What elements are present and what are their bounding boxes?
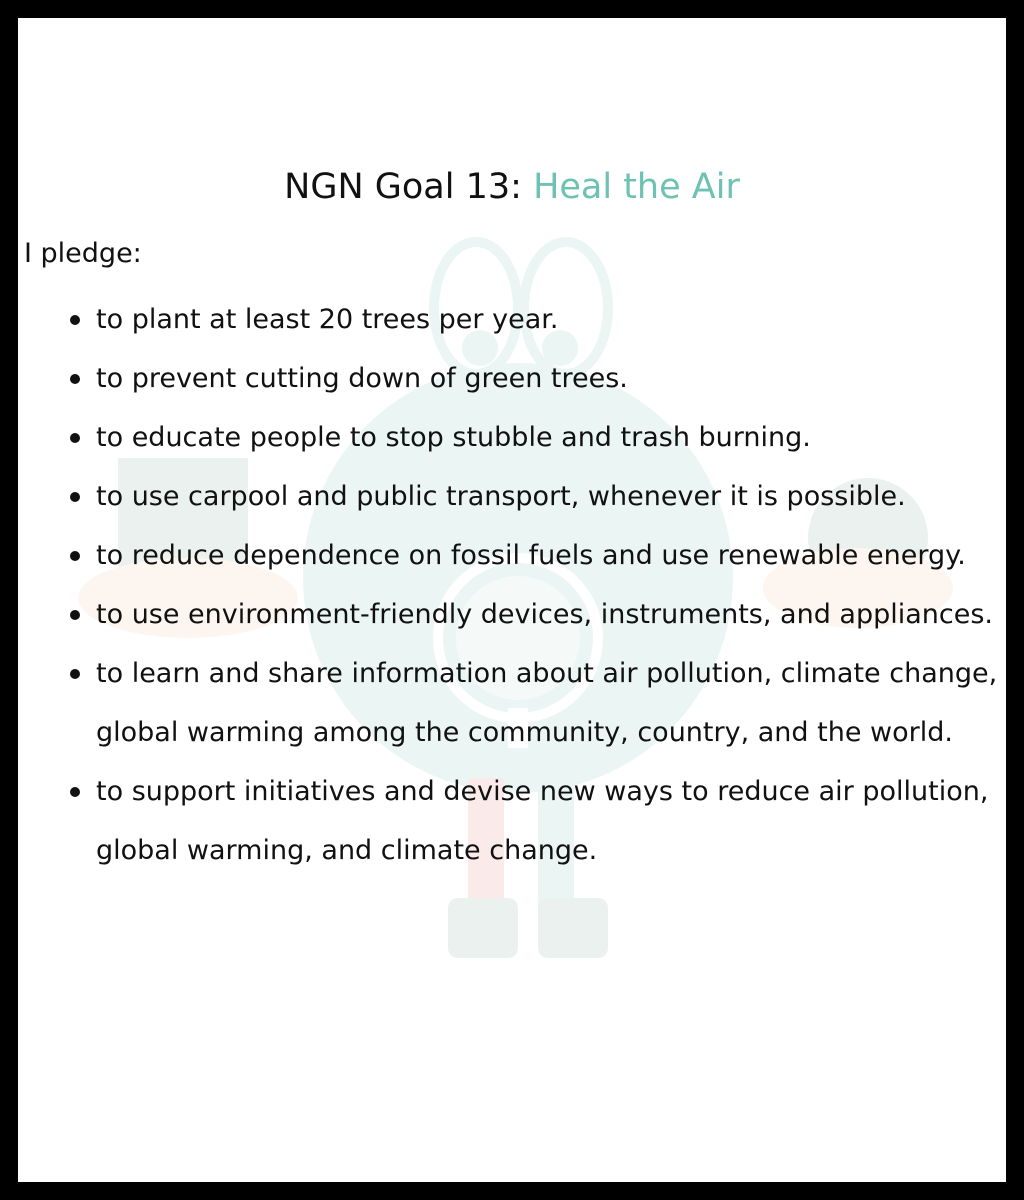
pledge-content (18, 18, 1006, 1182)
page-title (18, 164, 1006, 210)
pledge-item: to use environment-friendly devices, instruments, and appliances. (96, 585, 998, 644)
pledge-item: to prevent cutting down of green trees. (96, 349, 998, 408)
pledge-item: to use carpool and public transport, whenever it is possible. (96, 467, 998, 526)
pledge-item: to plant at least 20 trees per year. (96, 290, 998, 349)
pledge-item: to support initiatives and devise new ways to reduce air pollution, global warming, and climate change. (96, 762, 998, 880)
pledge-page (18, 18, 1006, 1182)
pledge-item: to learn and share information about air pollution, climate change, global warming among the community, country, and the world. (96, 644, 998, 762)
title-prefix: NGN Goal 13: (284, 167, 534, 207)
pledge-label: I pledge: (24, 238, 142, 269)
pledge-list (18, 290, 998, 880)
pledge-item: to reduce dependence on fossil fuels and use renewable energy. (96, 526, 998, 585)
pledge-item: to educate people to stop stubble and trash burning. (96, 408, 998, 467)
title-accent: Heal the Air (533, 167, 740, 207)
